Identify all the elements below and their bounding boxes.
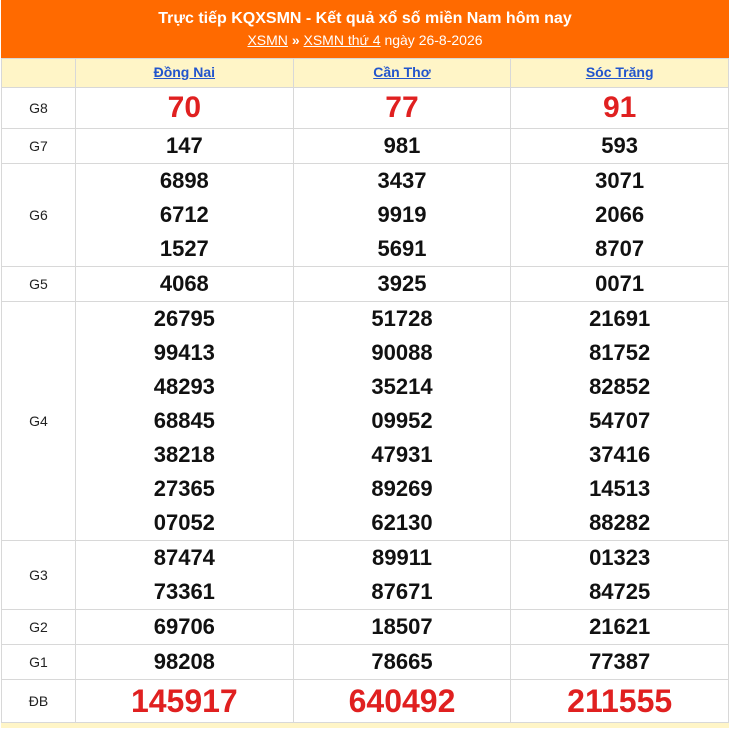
- winning-number: 88282: [589, 510, 651, 535]
- prize-label: ĐB: [2, 680, 76, 723]
- winning-number: 593: [601, 133, 639, 158]
- prize-cell: [76, 541, 294, 610]
- winning-number: 3437: [377, 168, 427, 193]
- winning-number: 35214: [371, 374, 433, 399]
- winning-number: 82852: [589, 374, 651, 399]
- winning-number: 147: [165, 133, 203, 158]
- prize-row-g5: [2, 267, 729, 302]
- prize-cell: [293, 680, 511, 723]
- prize-rows: [2, 88, 729, 723]
- prize-cell: [76, 680, 294, 723]
- winning-number: 2066: [595, 202, 645, 227]
- winning-number: 21621: [589, 614, 651, 639]
- province-link-soc-trang[interactable]: Sóc Trăng: [585, 64, 654, 80]
- winning-number: 21691: [589, 306, 651, 331]
- prize-label: G7: [2, 129, 76, 164]
- winning-number: 87671: [371, 579, 433, 604]
- province-header: [76, 59, 294, 88]
- province-header: [293, 59, 511, 88]
- prize-cell: [511, 88, 729, 129]
- prize-label: G4: [2, 302, 76, 541]
- winning-number: 78665: [371, 649, 433, 674]
- winning-number: 91: [602, 91, 637, 124]
- prize-row-đb: [2, 680, 729, 723]
- province-link-can-tho[interactable]: Cần Thơ: [373, 64, 431, 80]
- xsmn-link[interactable]: XSMN: [247, 32, 288, 48]
- prize-cell: [76, 645, 294, 680]
- prize-row-g6: [2, 164, 729, 267]
- winning-number: 07052: [153, 510, 215, 535]
- empty-corner-cell: [2, 59, 76, 88]
- prize-cell: [293, 610, 511, 645]
- breadcrumb: [1, 30, 729, 50]
- prize-cell: [511, 302, 729, 541]
- winning-number: 73361: [153, 579, 215, 604]
- prize-label: G5: [2, 267, 76, 302]
- footer-strip: [1, 723, 729, 728]
- prize-row-g1: [2, 645, 729, 680]
- prize-cell: [511, 267, 729, 302]
- winning-number: 6712: [159, 202, 209, 227]
- prize-row-g4: [2, 302, 729, 541]
- winning-number: 38218: [153, 442, 215, 467]
- winning-number: 84725: [589, 579, 651, 604]
- province-link-dong-nai[interactable]: Đồng Nai: [153, 64, 216, 80]
- prize-cell: [293, 541, 511, 610]
- winning-number: 69706: [153, 614, 215, 639]
- winning-number: 77387: [589, 649, 651, 674]
- winning-number: 8707: [595, 236, 645, 261]
- prize-cell: [76, 610, 294, 645]
- prize-row-g2: [2, 610, 729, 645]
- prize-cell: [511, 680, 729, 723]
- winning-number: 87474: [153, 545, 215, 570]
- winning-number: 81752: [589, 340, 651, 365]
- prize-cell: [76, 164, 294, 267]
- winning-number: 5691: [377, 236, 427, 261]
- winning-number: 54707: [589, 408, 651, 433]
- winning-number: 211555: [567, 683, 673, 719]
- winning-number: 145917: [130, 683, 238, 719]
- winning-number: 01323: [589, 545, 651, 570]
- prize-row-g8: [2, 88, 729, 129]
- winning-number: 3071: [595, 168, 645, 193]
- prize-cell: [293, 645, 511, 680]
- winning-number: 0071: [595, 271, 645, 296]
- winning-number: 09952: [371, 408, 433, 433]
- winning-number: 6898: [159, 168, 209, 193]
- winning-number: 47931: [371, 442, 433, 467]
- results-panel: [1, 0, 729, 728]
- prize-cell: [293, 129, 511, 164]
- winning-number: 48293: [153, 374, 215, 399]
- breadcrumb-separator: »: [291, 32, 300, 48]
- winning-number: 51728: [371, 306, 433, 331]
- province-header-row: [2, 59, 729, 88]
- prize-cell: [511, 645, 729, 680]
- prize-cell: [511, 164, 729, 267]
- winning-number: 98208: [153, 649, 215, 674]
- page-title: Trực tiếp KQXSMN - Kết quả xổ số miền Nam hôm nay: [158, 10, 572, 27]
- winning-number: 14513: [589, 476, 651, 501]
- winning-number: 4068: [159, 271, 209, 296]
- prize-cell: [511, 610, 729, 645]
- winning-number: 981: [383, 133, 421, 158]
- winning-number: 3925: [377, 271, 427, 296]
- prize-cell: [76, 88, 294, 129]
- prize-cell: [76, 267, 294, 302]
- prize-cell: [511, 541, 729, 610]
- winning-number: 26795: [153, 306, 215, 331]
- xsmn-weekday-link[interactable]: XSMN thứ 4: [303, 32, 381, 48]
- prize-cell: [76, 302, 294, 541]
- winning-number: 640492: [348, 683, 456, 719]
- province-header: [511, 59, 729, 88]
- results-header: [1, 0, 729, 58]
- winning-number: 70: [167, 91, 202, 124]
- prize-cell: [293, 88, 511, 129]
- prize-cell: [293, 164, 511, 267]
- prize-row-g3: [2, 541, 729, 610]
- winning-number: 1527: [159, 236, 209, 261]
- draw-date: ngày 26-8-2026: [384, 32, 483, 48]
- winning-number: 27365: [153, 476, 215, 501]
- winning-number: 62130: [371, 510, 433, 535]
- prize-cell: [511, 129, 729, 164]
- prize-label: G1: [2, 645, 76, 680]
- results-table: [1, 58, 729, 723]
- winning-number: 89269: [371, 476, 433, 501]
- prize-row-g7: [2, 129, 729, 164]
- winning-number: 99413: [153, 340, 215, 365]
- winning-number: 90088: [371, 340, 433, 365]
- prize-label: G6: [2, 164, 76, 267]
- winning-number: 9919: [377, 202, 427, 227]
- prize-label: G8: [2, 88, 76, 129]
- winning-number: 37416: [589, 442, 651, 467]
- winning-number: 89911: [372, 545, 432, 570]
- prize-cell: [76, 129, 294, 164]
- prize-cell: [293, 302, 511, 541]
- prize-label: G3: [2, 541, 76, 610]
- prize-label: G2: [2, 610, 76, 645]
- winning-number: 68845: [153, 408, 215, 433]
- prize-cell: [293, 267, 511, 302]
- winning-number: 77: [385, 91, 419, 124]
- winning-number: 18507: [371, 614, 433, 639]
